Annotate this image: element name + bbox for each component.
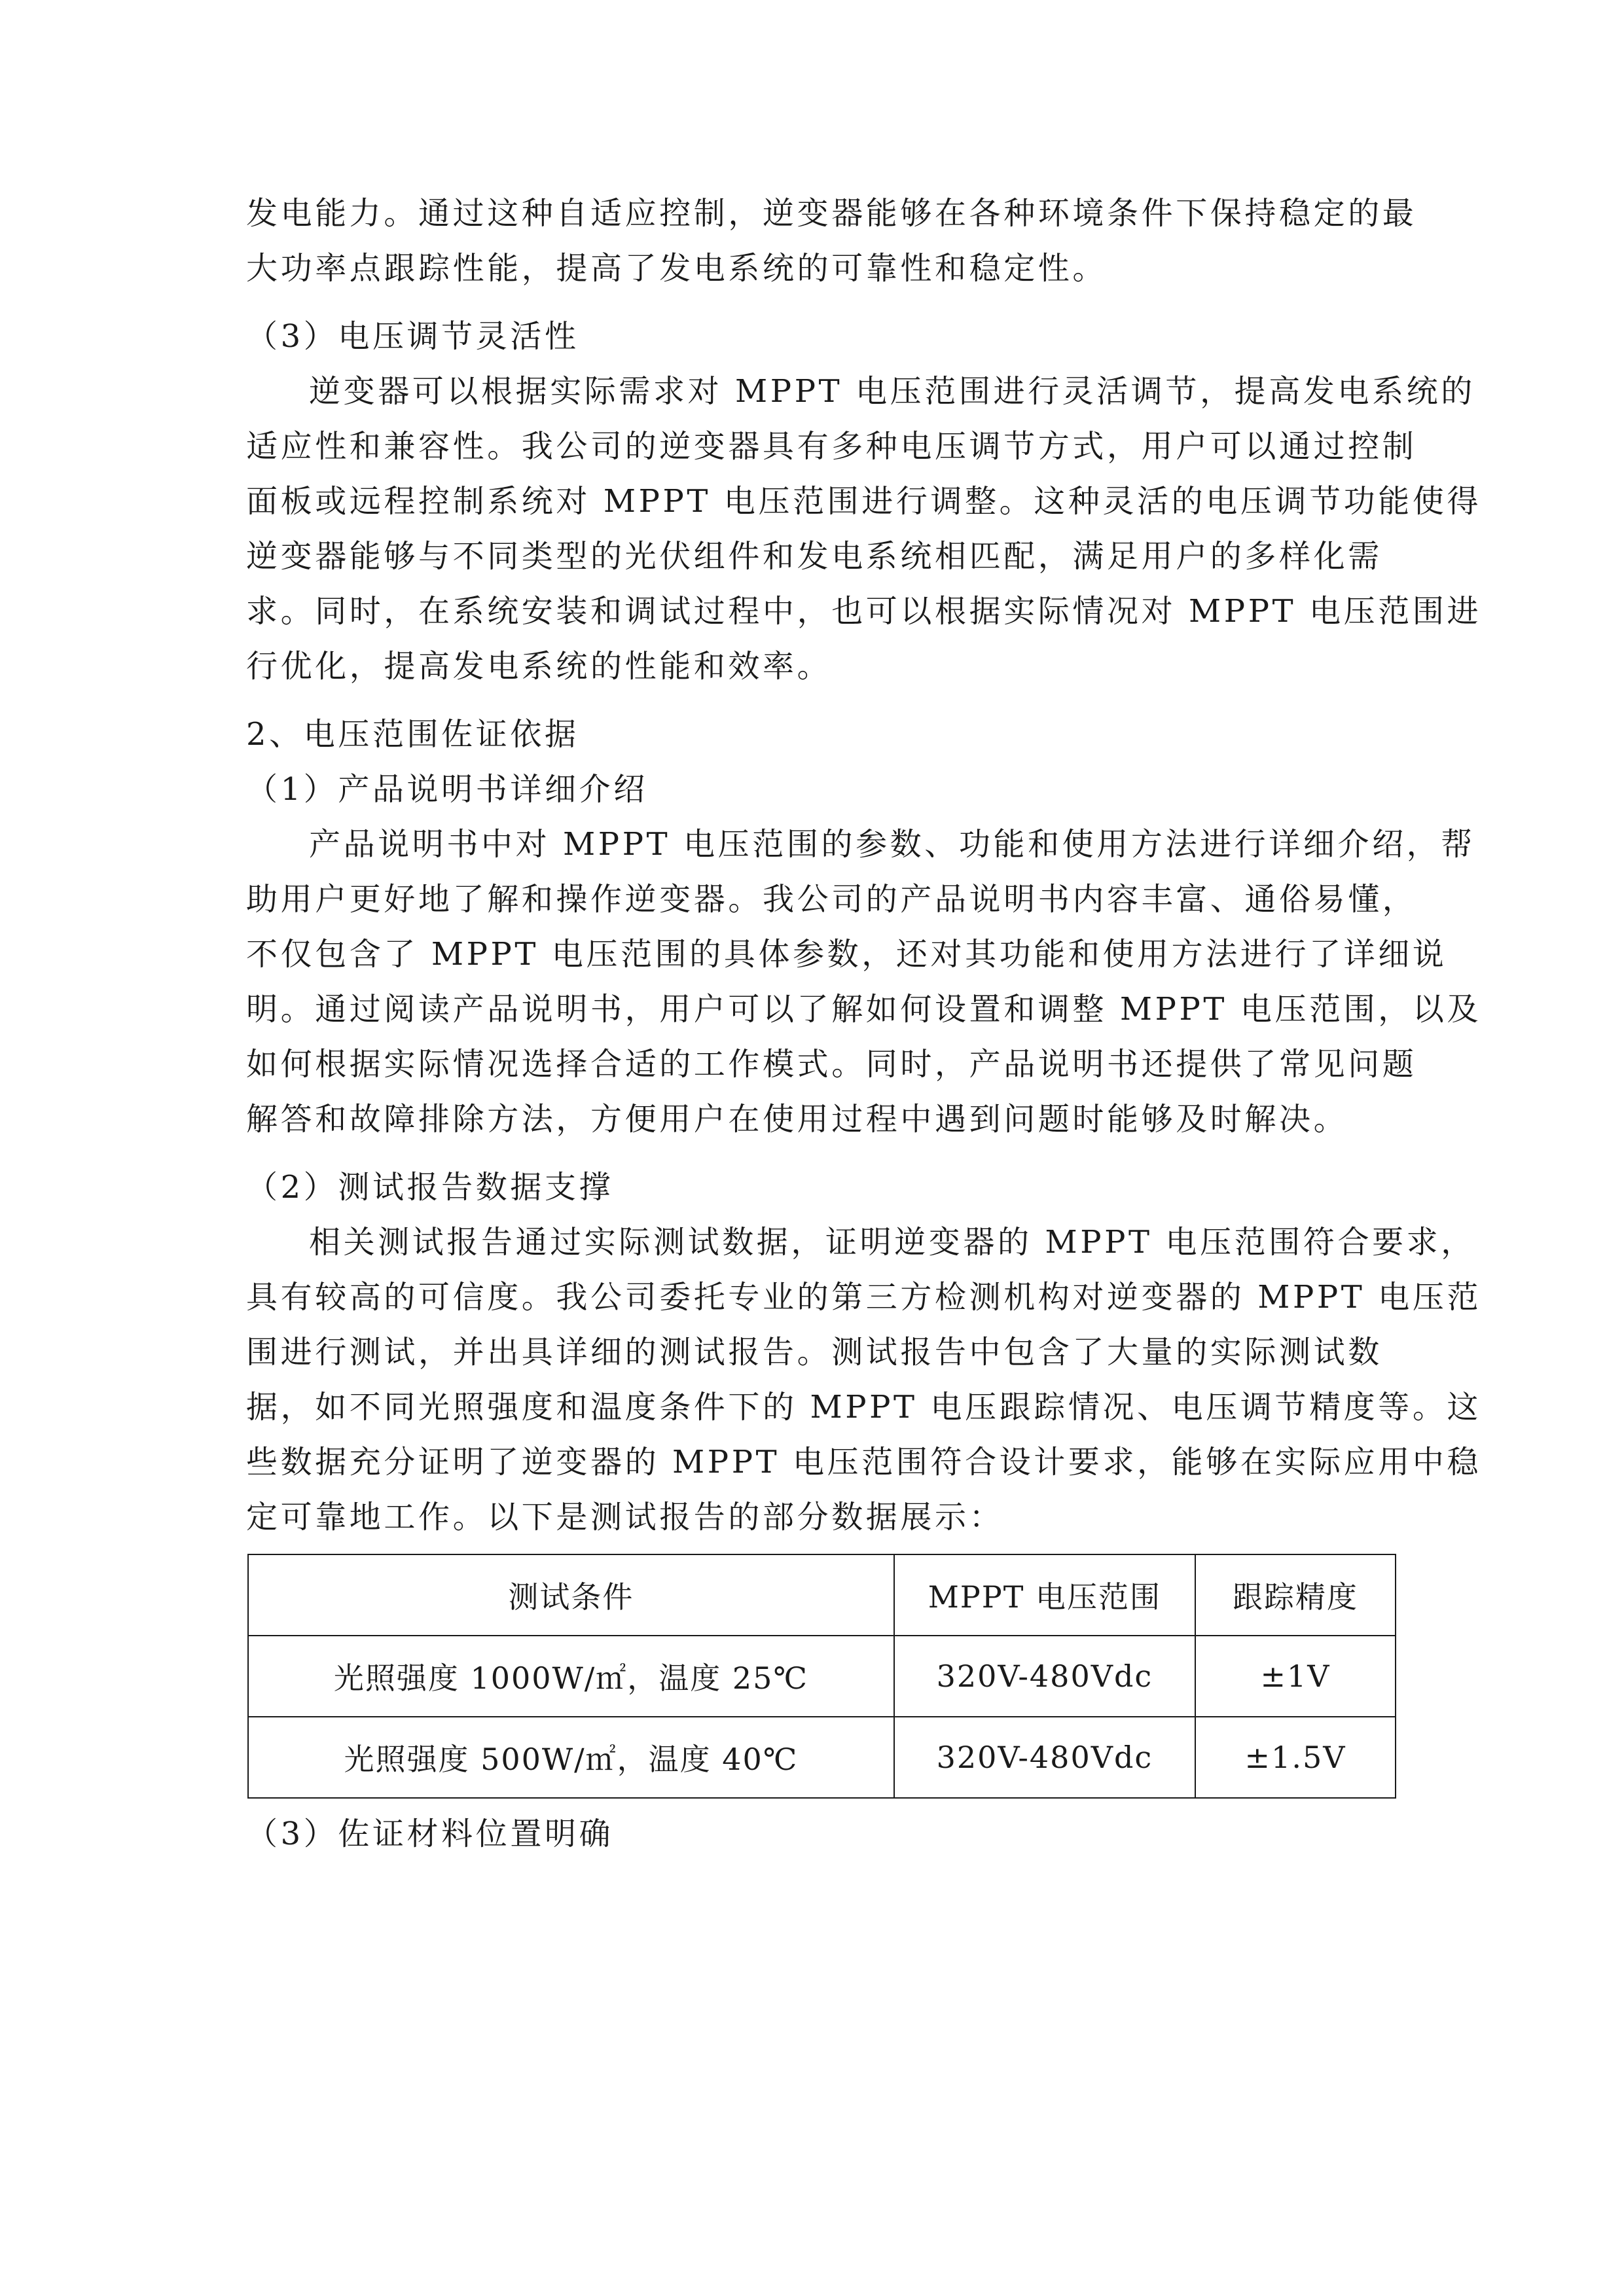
voltage-flexibility-paragraph [246,364,1482,694]
paragraph-line: 些数据充分证明了逆变器的 MPPT 电压范围符合设计要求，能够在实际应用中稳 [246,1444,1482,1480]
subsection-heading-evidence-location: （3）佐证材料位置明确 [246,1816,614,1852]
paragraph-line: 行优化，提高发电系统的性能和效率。 [246,648,832,685]
document-page [246,186,1482,1861]
table-header-cell: MPPT 电压范围 [894,1554,1195,1636]
table-cell: 320V-480Vdc [894,1717,1195,1798]
table-header-row [248,1554,1396,1636]
table-cell: ±1.5V [1195,1717,1396,1798]
paragraph-line: 大功率点跟踪性能，提高了发电系统的可靠性和稳定性。 [246,250,1108,287]
paragraph-line: 相关测试报告通过实际测试数据，证明逆变器的 MPPT 电压范围符合要求， [309,1224,1475,1261]
paragraph-line: 逆变器能够与不同类型的光伏组件和发电系统相匹配，满足用户的多样化需 [246,538,1382,575]
table-cell: 光照强度 500W/㎡，温度 40℃ [248,1717,894,1798]
table-cell: ±1V [1195,1636,1396,1717]
subsection-heading-voltage-flexibility: （3）电压调节灵活性 [246,318,579,355]
subsection-heading-test-report: （2）测试报告数据支撑 [246,1169,614,1206]
paragraph-line: 面板或远程控制系统对 MPPT 电压范围进行调整。这种灵活的电压调节功能使得 [246,483,1482,520]
paragraph-line: 据，如不同光照强度和温度条件下的 MPPT 电压跟踪情况、电压调节精度等。这 [246,1389,1482,1426]
table-row [248,1717,1396,1798]
paragraph-line: 解答和故障排除方法，方便用户在使用过程中遇到问题时能够及时解决。 [246,1101,1348,1138]
paragraph-line: 产品说明书中对 MPPT 电压范围的参数、功能和使用方法进行详细介绍，帮 [309,826,1475,863]
table-cell: 320V-480Vdc [894,1636,1195,1717]
table-row [248,1636,1396,1717]
paragraph-line: 不仅包含了 MPPT 电压范围的具体参数，还对其功能和使用方法进行了详细说 [246,936,1447,973]
paragraph-line: 定可靠地工作。以下是测试报告的部分数据展示： [246,1499,1004,1535]
paragraph-line: 具有较高的可信度。我公司委托专业的第三方检测机构对逆变器的 MPPT 电压范 [246,1279,1482,1316]
test-report-paragraph [246,1215,1482,1545]
paragraph-line: 逆变器可以根据实际需求对 MPPT 电压范围进行灵活调节，提高发电系统的 [309,373,1475,410]
test-data-table [247,1554,1396,1799]
paragraph-line: 明。通过阅读产品说明书，用户可以了解如何设置和调整 MPPT 电压范围，以及 [246,991,1482,1028]
table-header-cell: 测试条件 [248,1554,894,1636]
paragraph-line: 围进行测试，并出具详细的测试报告。测试报告中包含了大量的实际测试数 [246,1334,1382,1371]
paragraph-line: 求。同时，在系统安装和调试过程中，也可以根据实际情况对 MPPT 电压范围进 [246,593,1482,630]
paragraph-line: 助用户更好地了解和操作逆变器。我公司的产品说明书内容丰富、通俗易懂， [246,881,1417,918]
product-manual-paragraph [246,817,1482,1147]
table-header-cell: 跟踪精度 [1195,1554,1396,1636]
table-cell: 光照强度 1000W/㎡，温度 25℃ [248,1636,894,1717]
paragraph-line: 适应性和兼容性。我公司的逆变器具有多种电压调节方式，用户可以通过控制 [246,428,1417,465]
section-heading-evidence: 2、电压范围佐证依据 [246,716,579,753]
subsection-heading-product-manual: （1）产品说明书详细介绍 [246,771,648,808]
paragraph-line: 发电能力。通过这种自适应控制，逆变器能够在各种环境条件下保持稳定的最 [246,195,1417,232]
intro-paragraph [246,186,1417,296]
paragraph-line: 如何根据实际情况选择合适的工作模式。同时，产品说明书还提供了常见问题 [246,1046,1417,1083]
